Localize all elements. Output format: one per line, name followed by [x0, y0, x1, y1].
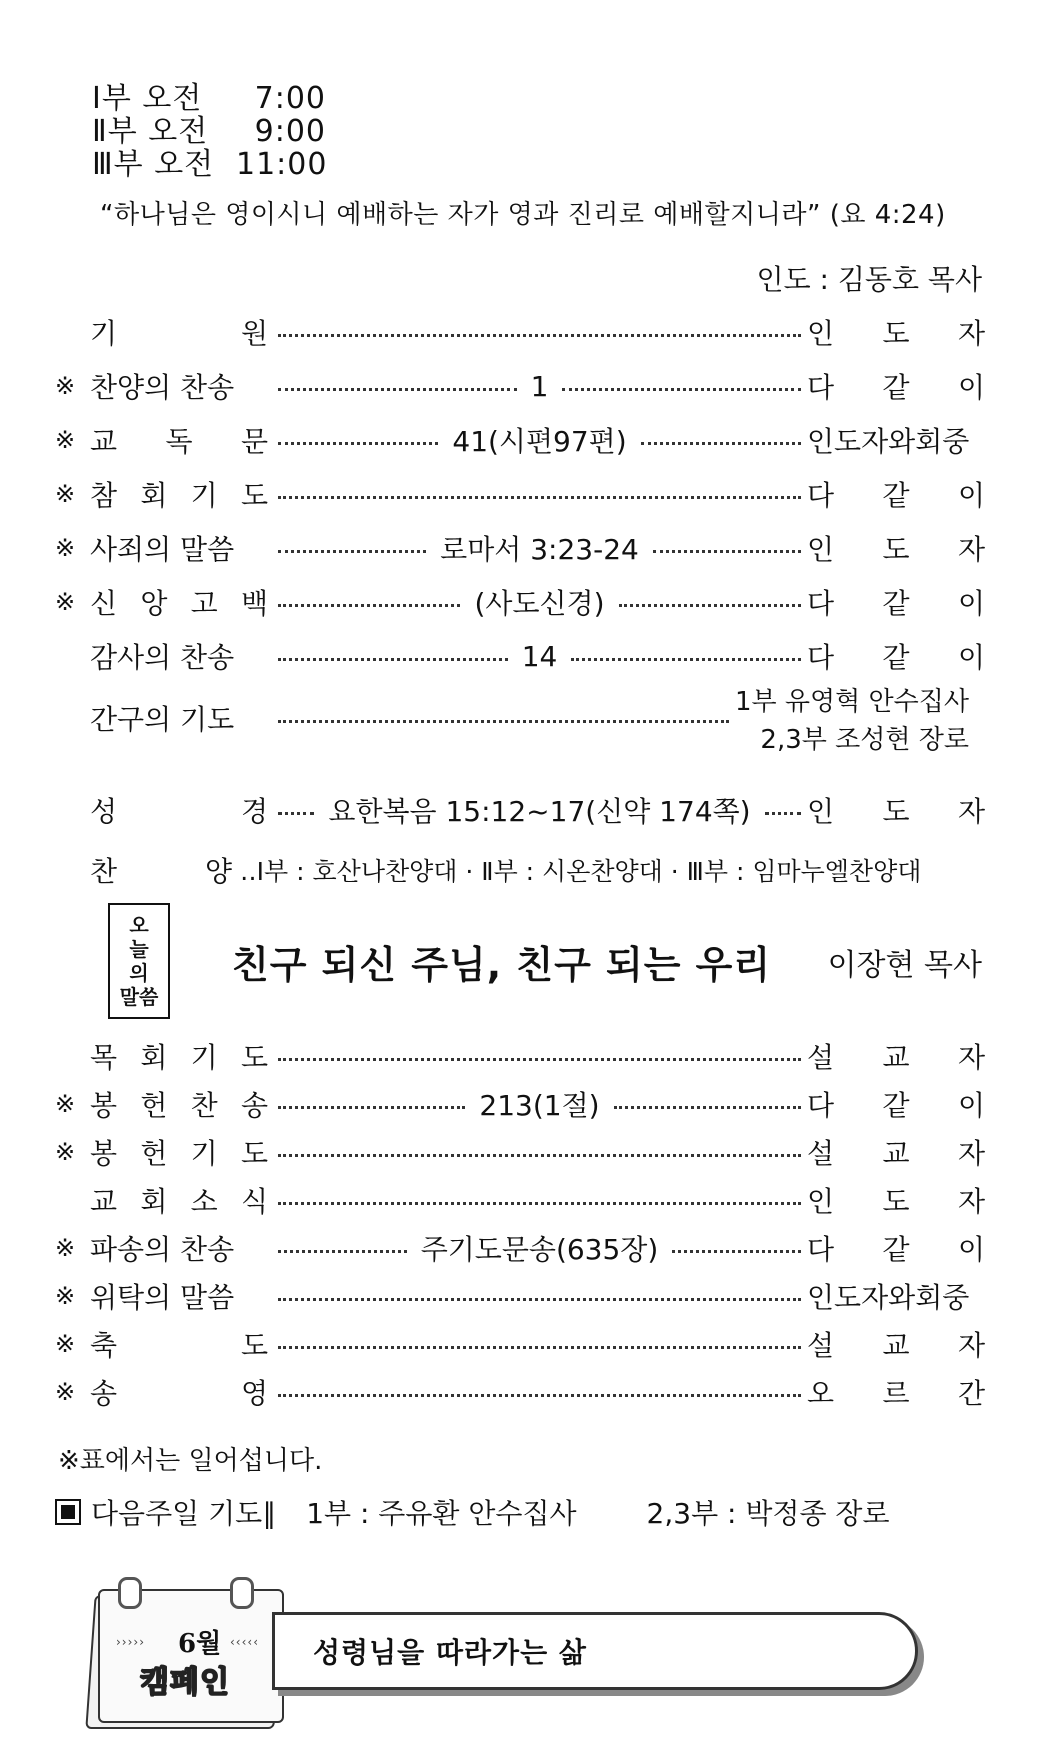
dotted-leader	[619, 604, 801, 607]
dotted-leader	[278, 334, 801, 337]
order-item-name: 축 도	[90, 1329, 268, 1362]
dotted-leader	[278, 1394, 801, 1397]
dotted-leader	[278, 1202, 801, 1205]
worship-order-row	[55, 416, 985, 464]
order-item-name: 목 회 기 도	[90, 1041, 268, 1074]
dotted-leader	[672, 1250, 801, 1253]
campaign-month: 6월	[178, 1629, 222, 1659]
worship-order-row	[55, 470, 985, 518]
dotted-leader	[562, 388, 801, 391]
order-item-person: 인 도 자	[807, 533, 985, 566]
order-item-detail: 213(1절)	[278, 1084, 801, 1124]
prayer-leader-1: 1부 유영혁 안수집사	[735, 687, 969, 717]
order-item-name: 송 영	[90, 1377, 268, 1410]
order-item-person: 인도자와회중	[807, 425, 970, 458]
stand-mark: ※	[55, 534, 76, 562]
prayer-leader-2: 2,3부 조성현 장로	[760, 725, 969, 755]
order-item-detail	[278, 714, 729, 723]
service-time-row: Ⅱ부 오전 9:00	[92, 114, 326, 149]
order-item-person: 인 도 자	[807, 317, 985, 350]
order-item-person: 설 교 자	[807, 1137, 985, 1170]
worship-order-row	[55, 1032, 985, 1080]
order-item-person: 다 같 이	[807, 371, 985, 404]
order-item-name: 사죄의 말씀	[90, 533, 235, 566]
sermon-title: 친구 되신 주님, 친구 되는 우리	[232, 943, 772, 987]
dotted-leader	[278, 658, 508, 661]
worship-order-row	[55, 578, 985, 626]
worship-order-row	[55, 632, 985, 680]
dotted-leader	[614, 1106, 801, 1109]
dotted-leader	[571, 658, 801, 661]
dotted-leader	[653, 550, 801, 553]
dotted-leader	[278, 1154, 801, 1157]
campaign-slogan-banner	[272, 1612, 918, 1690]
order-item-name: 봉 헌 찬 송	[90, 1089, 268, 1122]
worship-order-row	[55, 524, 985, 572]
order-item-detail	[278, 1052, 801, 1061]
dotted-leader	[278, 1250, 407, 1253]
order-item-detail: 41(시편97편)	[278, 420, 801, 460]
order-item-detail: (사도신경)	[278, 582, 801, 622]
worship-order-row	[55, 1176, 985, 1224]
stand-mark: ※	[55, 372, 76, 400]
dotted-leader	[278, 812, 314, 815]
stand-mark: ※	[55, 1090, 76, 1118]
preacher: 이장현 목사	[827, 948, 982, 983]
order-item-person: 설 교 자	[807, 1329, 985, 1362]
order-item-name: 위탁의 말씀	[90, 1281, 235, 1314]
service-time-row: Ⅲ부 오전 11:00	[92, 147, 328, 182]
worship-leader: 인도 : 김동호 목사	[756, 263, 982, 296]
order-item-person: 인 도 자	[807, 795, 985, 828]
worship-order-row	[55, 1128, 985, 1176]
stand-mark: ※	[55, 426, 76, 454]
order-item-name: 감사의 찬송	[90, 641, 235, 674]
todays-word-box: 오 늘 의 말씀	[108, 903, 170, 1019]
order-item-name: 신 앙 고 백	[90, 587, 268, 620]
service-times	[92, 82, 326, 181]
order-item-person: 다 같 이	[807, 479, 985, 512]
order-item-name: 파송의 찬송	[90, 1233, 235, 1266]
calendar-ring	[230, 1577, 254, 1609]
order-item-name: 성 경	[90, 795, 268, 828]
order-item-detail: 1	[278, 370, 801, 403]
order-item-detail	[278, 328, 801, 337]
worship-order-row	[55, 1080, 985, 1128]
order-item-detail: 요한복음 15:12~17(신약 174쪽)	[278, 790, 801, 830]
order-item-person: 다 같 이	[807, 1089, 985, 1122]
dotted-leader	[278, 388, 517, 391]
stand-mark: ※	[55, 588, 76, 616]
praise-choirs: ‥Ⅰ부 : 호산나찬양대 · Ⅱ부 : 시온찬양대 · Ⅲ부 : 임마누엘찬양대	[240, 857, 922, 886]
dotted-leader	[641, 442, 801, 445]
worship-order-row	[55, 1224, 985, 1272]
order-item-person: 다 같 이	[807, 587, 985, 620]
worship-order-row	[55, 1320, 985, 1368]
order-item-name: 교 회 소 식	[90, 1185, 268, 1218]
order-item-detail	[278, 1340, 801, 1349]
order-item-person: 다 같 이	[807, 1233, 985, 1266]
dotted-leader	[278, 1298, 801, 1301]
calendar-ring	[118, 1577, 142, 1609]
order-item-name: 참 회 기 도	[90, 479, 268, 512]
dotted-leader	[765, 812, 801, 815]
worship-order-row	[55, 308, 985, 356]
praise-name: 찬 양	[90, 855, 232, 888]
dotted-leader	[278, 1058, 801, 1061]
next-week-prayer: 다음주일 기도∥ 1부 : 주유환 안수집사 2,3부 : 박정종 장로	[55, 1492, 890, 1532]
stand-mark: ※	[55, 480, 76, 508]
order-item-name: 봉 헌 기 도	[90, 1137, 268, 1170]
order-item-detail: 14	[278, 640, 801, 673]
order-item-person: 인 도 자	[807, 1185, 985, 1218]
order-item-name: 기 원	[90, 317, 268, 350]
service-time-row: Ⅰ부 오전 7:00	[92, 81, 326, 116]
order-item-name: 교 독 문	[90, 425, 268, 458]
order-item-detail: 로마서 3:23-24	[278, 528, 801, 568]
stand-mark: ※	[55, 1282, 76, 1310]
order-item-person: 인도자와회중	[807, 1281, 970, 1314]
dotted-leader	[278, 496, 801, 499]
praise-row	[90, 850, 921, 890]
order-item-detail	[278, 1388, 801, 1397]
scripture-verse: “하나님은 영이시니 예배하는 자가 영과 진리로 예배할지니라” (요 4:24)	[100, 200, 946, 230]
stand-mark: ※	[55, 1234, 76, 1262]
order-item-detail	[278, 1196, 801, 1205]
prayer-leaders	[725, 683, 969, 759]
dotted-leader	[278, 1106, 465, 1109]
order-item-detail	[278, 1148, 801, 1157]
order-item-detail	[278, 1292, 801, 1301]
worship-order-row	[55, 1272, 985, 1320]
order-item-name: 찬양의 찬송	[90, 371, 235, 404]
order-item-detail: 주기도문송(635장)	[278, 1228, 801, 1268]
dotted-leader	[278, 720, 729, 723]
square-bullet-icon	[55, 1499, 81, 1525]
stand-mark: ※	[55, 1138, 76, 1166]
dotted-leader	[278, 604, 460, 607]
order-item-person: 다 같 이	[807, 641, 985, 674]
order-item-name: 간구의 기도	[90, 703, 235, 736]
order-item-detail	[278, 490, 801, 499]
dotted-leader	[278, 442, 438, 445]
campaign-slogan: 성령님을 따라가는 삶	[313, 1636, 587, 1669]
dotted-leader	[278, 550, 426, 553]
stand-mark: ※	[55, 1378, 76, 1406]
worship-order-row	[55, 786, 985, 834]
worship-order-row	[55, 1368, 985, 1416]
order-item-person: 설 교 자	[807, 1041, 985, 1074]
standing-note: ※표에서는 일어섭니다.	[58, 1446, 323, 1476]
calendar-icon: ››››› 6월 ‹‹‹‹‹ 캠페인	[80, 1575, 280, 1733]
dotted-leader	[278, 1346, 801, 1349]
worship-order-row	[55, 362, 985, 410]
stand-mark: ※	[55, 1330, 76, 1358]
order-item-person: 오 르 간	[807, 1377, 985, 1410]
campaign-label: 캠페인	[140, 1665, 230, 1700]
